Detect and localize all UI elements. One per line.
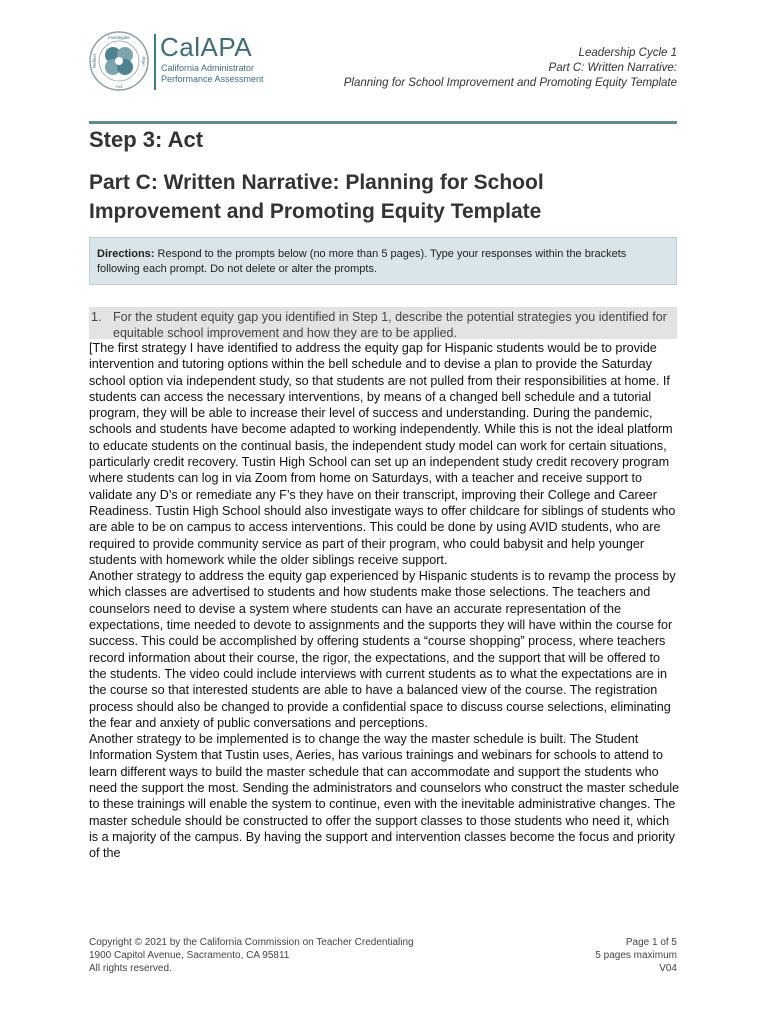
page-header bbox=[0, 0, 768, 124]
footer-left bbox=[89, 936, 414, 975]
seal-text-investigate: Investigate bbox=[108, 35, 130, 40]
logo-subtitle-line2: Performance Assessment bbox=[161, 74, 264, 84]
logo-divider bbox=[154, 34, 156, 90]
calapa-logo bbox=[88, 30, 288, 100]
header-part: Part C: Written Narrative: bbox=[548, 62, 677, 74]
header-info bbox=[344, 46, 677, 91]
response-paragraph-3: Another strategy to be implemented is to change the way the master schedule is built. The Student Information System that Tustin uses, Aeries, has various trainings and webinars for schools to attend to learn different ways to build the master schedule that can accommodate and support the students who need the support the most. Sending the administrators and counselors who construct the master schedule to these trainings will enable the system to continue, even with the inevitable administrative changes. The master schedule should be constructed to offer the support classes to those students who need it, which is a majority of the campus. By having the support and intervention classes become the focus and priority of the bbox=[89, 732, 680, 861]
step-heading: Step 3: Act bbox=[89, 127, 204, 152]
logo-name: CalAPA bbox=[160, 32, 253, 62]
footer-copyright: Copyright © 2021 by the California Commission on Teacher Credentialing bbox=[89, 937, 414, 948]
page-title: Part C: Written Narrative: Planning for School Improvement and Promoting Equity Template bbox=[89, 171, 544, 223]
directions-text: Respond to the prompts below (no more than 5 pages). Type your responses within the brackets following each prompt. Do not delete or alter the prompts. bbox=[97, 248, 627, 275]
seal-text-reflect: Reflect bbox=[92, 53, 97, 69]
header-cycle: Leadership Cycle 1 bbox=[578, 47, 677, 59]
footer-page-number: Page 1 of 5 bbox=[625, 937, 677, 948]
seal-text-act: Act bbox=[115, 84, 123, 89]
response-paragraph-2: Another strategy to address the equity gap experienced by Hispanic students is to revamp the process by which classes are advertised to students and how students make those selections. The teachers and counselors need to devise a system where students can have an accurate representation of the expectations, time needed to devote to assignments and the supports they will have within the course for success. This could be accomplished by offering students a “course shopping” process, where teachers record information about their course, the rigor, the expectations, and the support that will be offered to the students. The video could include interviews with current students as to what the expectations are in the course so that interested students are able to have a balanced view of the course. The registration process should also be changed to provide a confidential space to discuss course selections, eliminating the fear and anxiety of public conversations and perceptions. bbox=[89, 569, 676, 730]
header-template: Planning for School Improvement and Promoting Equity Template bbox=[343, 77, 677, 89]
prompt-number: 1. bbox=[91, 310, 102, 324]
footer-version: V04 bbox=[659, 963, 677, 974]
footer-address: 1900 Capitol Avenue, Sacramento, CA 95811 bbox=[89, 950, 290, 961]
response-paragraph-1: [The first strategy I have identified to address the equity gap for Hispanic students would be to provide intervention and tutoring options within the bell schedule and to devise a plan to provide the Saturday school option via independent study, so that students are not pulled from their responsibilities at home. If students can access the necessary interventions, by means of a changed bell schedule and a tutorial program, they will be able to increase their level of success and understanding. During the pandemic, schools and students have become adapted to working independently. While this is not the ideal platform to educate students on the continual basis, the independent study model can work for certain situations, particularly credit recovery. Tustin High School can set up an independent study credit recovery program where students can log in via Zoom from home on Saturdays, with a teacher and receive support to validate any D’s or remediate any F’s they have on their transcript, improving their College and Career Readiness. Tustin High School should also investigate ways to offer childcare for siblings of students who are able to be on campus to access interventions. This could be done by using AVID students, who are required to provide community service as part of their program, who could babysit and help younger students with homework while the older siblings receive support. bbox=[89, 341, 676, 567]
calapa-seal-icon bbox=[88, 30, 150, 92]
footer-rights: All rights reserved. bbox=[89, 963, 172, 974]
prompt-text: For the student equity gap you identified in Step 1, describe the potential strategies you identified for equitable school improvement and how they are to be applied. bbox=[113, 310, 667, 340]
footer-page-limit: 5 pages maximum bbox=[595, 950, 677, 961]
prompt-1 bbox=[89, 307, 677, 339]
directions-box bbox=[89, 237, 677, 285]
response-text[interactable] bbox=[89, 340, 681, 914]
footer-right bbox=[595, 936, 677, 975]
directions-label: Directions: bbox=[97, 248, 155, 260]
seal-text-plan: Plan bbox=[141, 56, 146, 66]
logo-subtitle-line1: California Administrator bbox=[161, 63, 255, 73]
header-rule bbox=[89, 121, 677, 124]
